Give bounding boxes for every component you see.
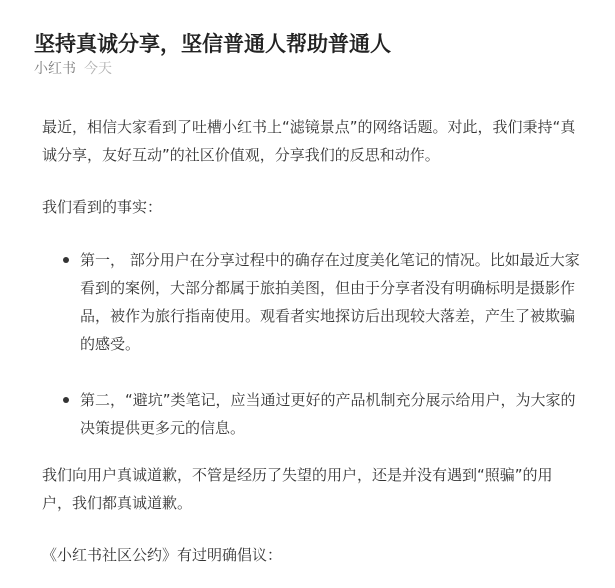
- publish-date: 今天: [84, 61, 112, 77]
- bullet-dot-icon: [63, 397, 69, 403]
- bullet-text: 第一， 部分用户在分享过程中的确存在过度美化笔记的情况。比如最近大家看到的案例，大部分都属于旅拍美图，但由于分享者没有明确标明是摄影作品，被作为旅行指南使用。观看者实地探访后出现较大落差，产生了被欺骗的感受。: [80, 251, 580, 353]
- bullet-text: 第二，“避坑”类笔记，应当通过更好的产品机制充分展示给用户，为大家的决策提供更多元的信息。: [80, 391, 576, 437]
- article-meta: [34, 58, 112, 80]
- facts-list: [42, 246, 582, 442]
- list-item: [42, 386, 582, 442]
- article-title: 坚持真诚分享，坚信普通人帮助普通人: [34, 32, 391, 57]
- author-name[interactable]: 小红书: [34, 61, 76, 77]
- list-item: [42, 246, 582, 358]
- paragraph-apology: 我们向用户真诚道歉，不管是经历了失望的用户，还是并没有遇到“照骗”的用户，我们都真诚道歉。: [42, 466, 553, 512]
- paragraph-facts-heading: 我们看到的事实：: [42, 198, 163, 216]
- paragraph-intro: 最近，相信大家看到了吐槽小红书上“滤镜景点”的网络话题。对此，我们秉持“真诚分享，友好互动”的社区价值观，分享我们的反思和动作。: [42, 118, 576, 164]
- bullet-dot-icon: [63, 257, 69, 263]
- paragraph-convention: 《小红书社区公约》有过明确倡议：: [42, 546, 283, 564]
